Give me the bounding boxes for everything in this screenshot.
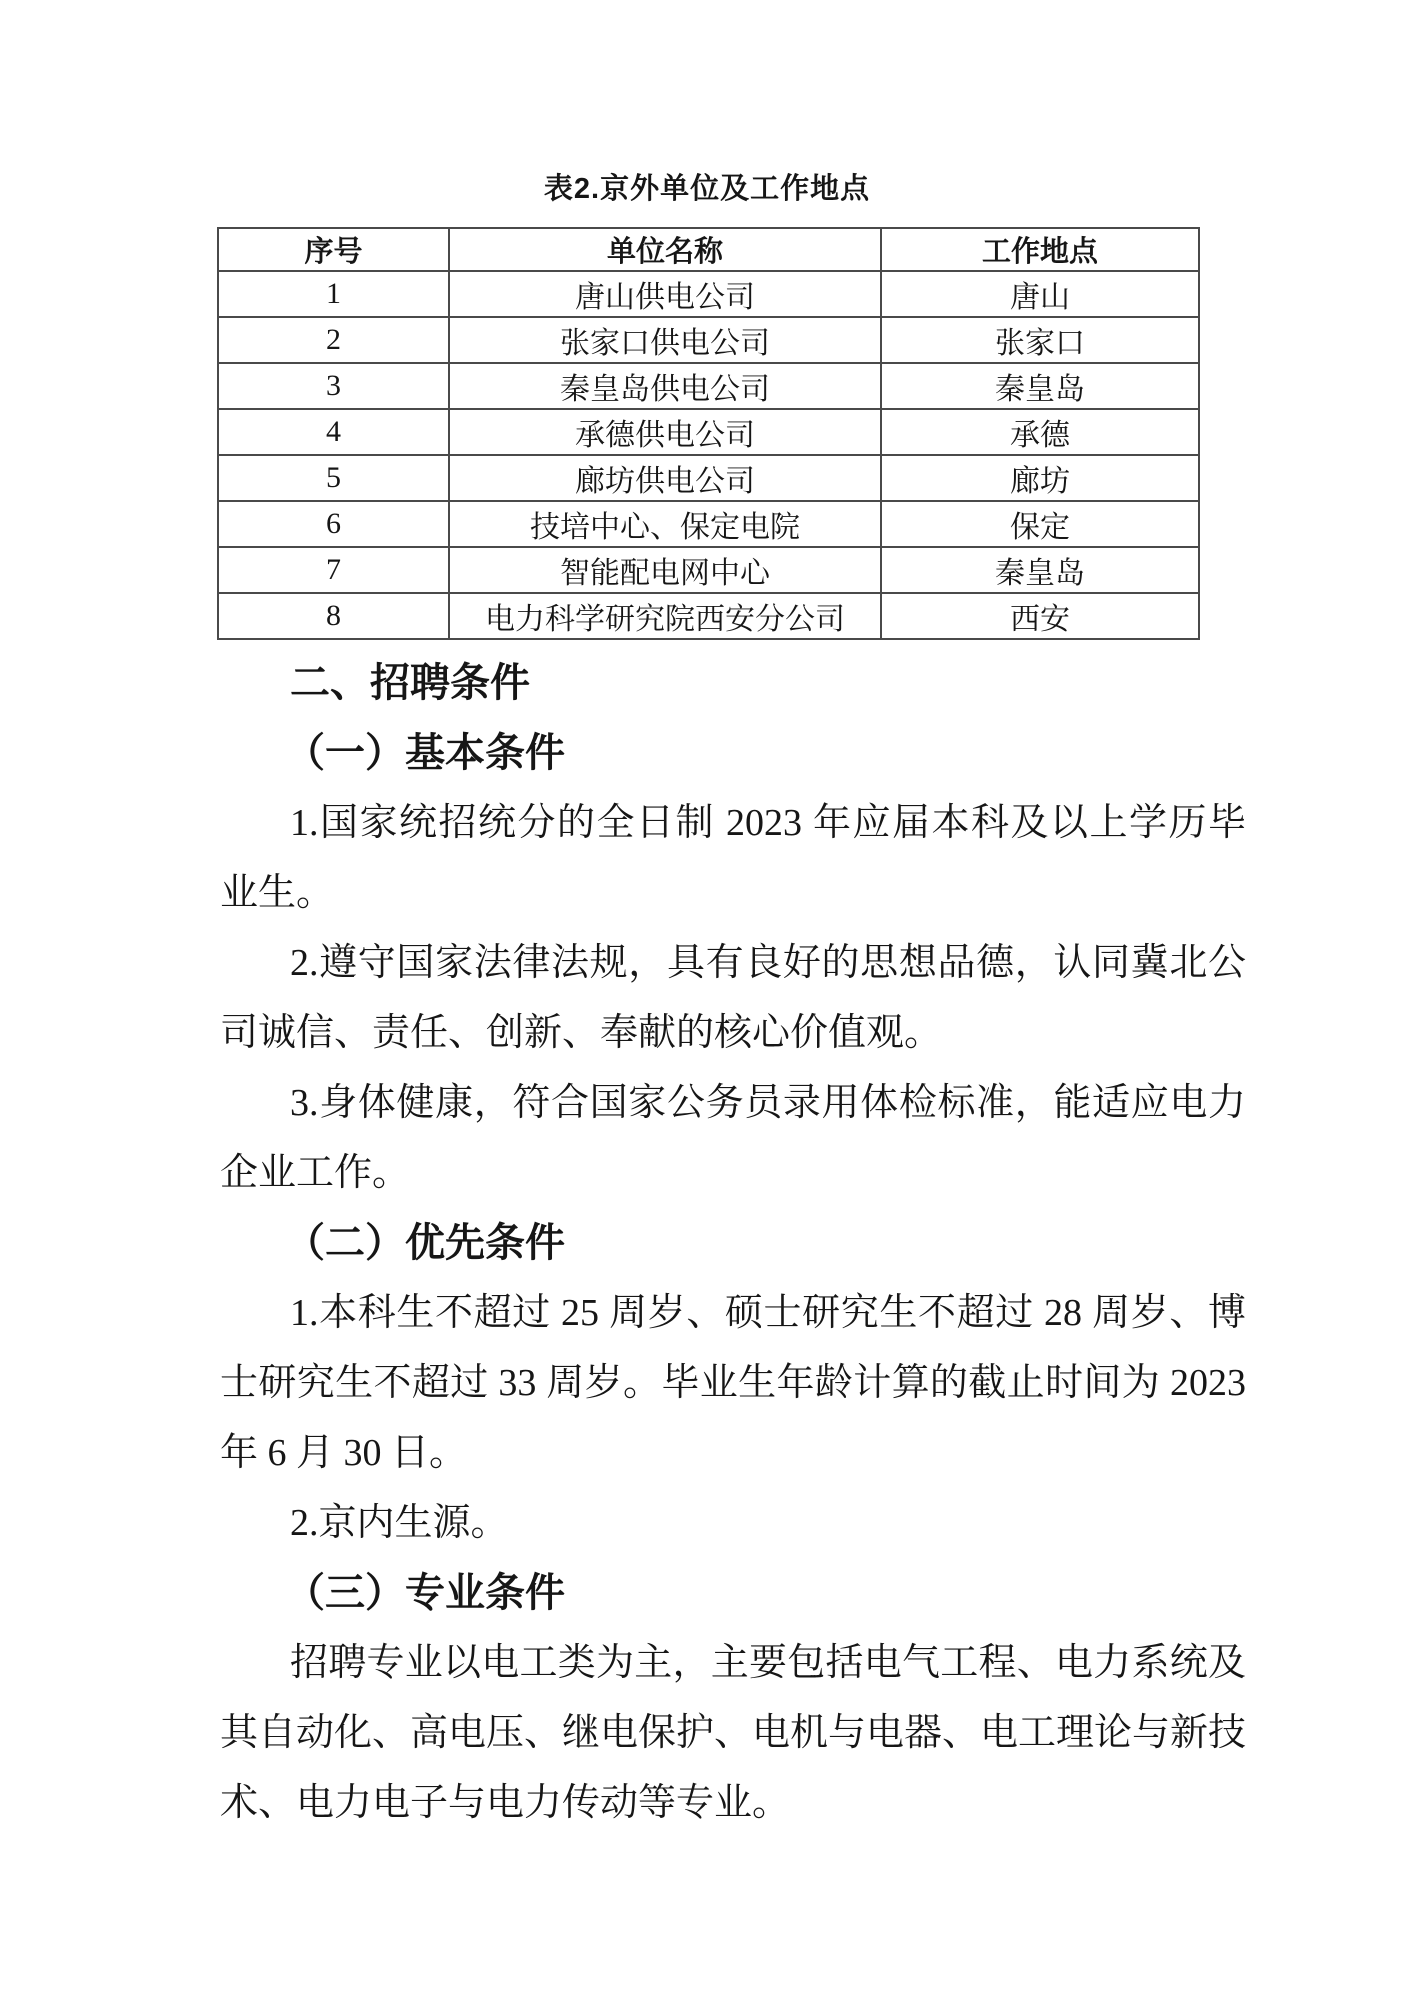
cell-location: 唐山: [881, 271, 1199, 317]
column-header-index: 序号: [218, 228, 449, 271]
cell-unit-name: 廊坊供电公司: [449, 455, 881, 501]
subsection-heading-priority-conditions: （二）优先条件: [285, 1220, 565, 1265]
cell-index: 2: [218, 317, 449, 363]
table-title: 表2.京外单位及工作地点: [543, 173, 871, 205]
subsection-heading-major-conditions: （三）专业条件: [285, 1570, 565, 1615]
document-body: [220, 648, 1246, 1838]
table-row: [218, 593, 1199, 639]
cell-index: 6: [218, 501, 449, 547]
table-row: [218, 271, 1199, 317]
cell-unit-name: 承德供电公司: [449, 409, 881, 455]
cell-unit-name: 张家口供电公司: [449, 317, 881, 363]
cell-index: 1: [218, 271, 449, 317]
cell-location: 保定: [881, 501, 1199, 547]
table-row: [218, 409, 1199, 455]
cell-index: 7: [218, 547, 449, 593]
paragraph-basic-condition-1: 1.国家统招统分的全日制 2023 年应届本科及以上学历毕业生。: [220, 802, 1246, 914]
table-row: [218, 547, 1199, 593]
units-locations-table: [217, 227, 1200, 640]
paragraph-basic-condition-3: 3.身体健康，符合国家公务员录用体检标准，能适应电力企业工作。: [220, 1082, 1246, 1194]
table-row: [218, 363, 1199, 409]
cell-index: 5: [218, 455, 449, 501]
cell-location: 张家口: [881, 317, 1199, 363]
cell-location: 承德: [881, 409, 1199, 455]
section-heading-recruitment-conditions: 二、招聘条件: [290, 661, 530, 705]
paragraph-priority-condition-1: 1.本科生不超过 25 周岁、硕士研究生不超过 28 周岁、博士研究生不超过 33 周岁。毕业生年龄计算的截止时间为 2023 年 6 月 30 日。: [220, 1292, 1246, 1474]
column-header-unit-name: 单位名称: [449, 228, 881, 271]
subsection-heading-basic-conditions: （一）基本条件: [285, 730, 565, 775]
cell-location: 秦皇岛: [881, 547, 1199, 593]
cell-unit-name: 唐山供电公司: [449, 271, 881, 317]
cell-unit-name: 秦皇岛供电公司: [449, 363, 881, 409]
cell-index: 8: [218, 593, 449, 639]
cell-location: 西安: [881, 593, 1199, 639]
column-header-location: 工作地点: [881, 228, 1199, 271]
table-row: [218, 455, 1199, 501]
cell-index: 4: [218, 409, 449, 455]
cell-location: 秦皇岛: [881, 363, 1199, 409]
cell-unit-name: 技培中心、保定电院: [449, 501, 881, 547]
table-header-row: [218, 228, 1199, 271]
cell-location: 廊坊: [881, 455, 1199, 501]
table-row: [218, 501, 1199, 547]
cell-unit-name: 智能配电网中心: [449, 547, 881, 593]
cell-unit-name: 电力科学研究院西安分公司: [449, 593, 881, 639]
cell-index: 3: [218, 363, 449, 409]
table-row: [218, 317, 1199, 363]
paragraph-basic-condition-2: 2.遵守国家法律法规，具有良好的思想品德，认同冀北公司诚信、责任、创新、奉献的核心价值观。: [220, 942, 1246, 1054]
paragraph-priority-condition-2: 2.京内生源。: [290, 1502, 509, 1544]
paragraph-major-conditions: 招聘专业以电工类为主，主要包括电气工程、电力系统及其自动化、高电压、继电保护、电机与电器、电工理论与新技术、电力电子与电力传动等专业。: [220, 1642, 1247, 1824]
